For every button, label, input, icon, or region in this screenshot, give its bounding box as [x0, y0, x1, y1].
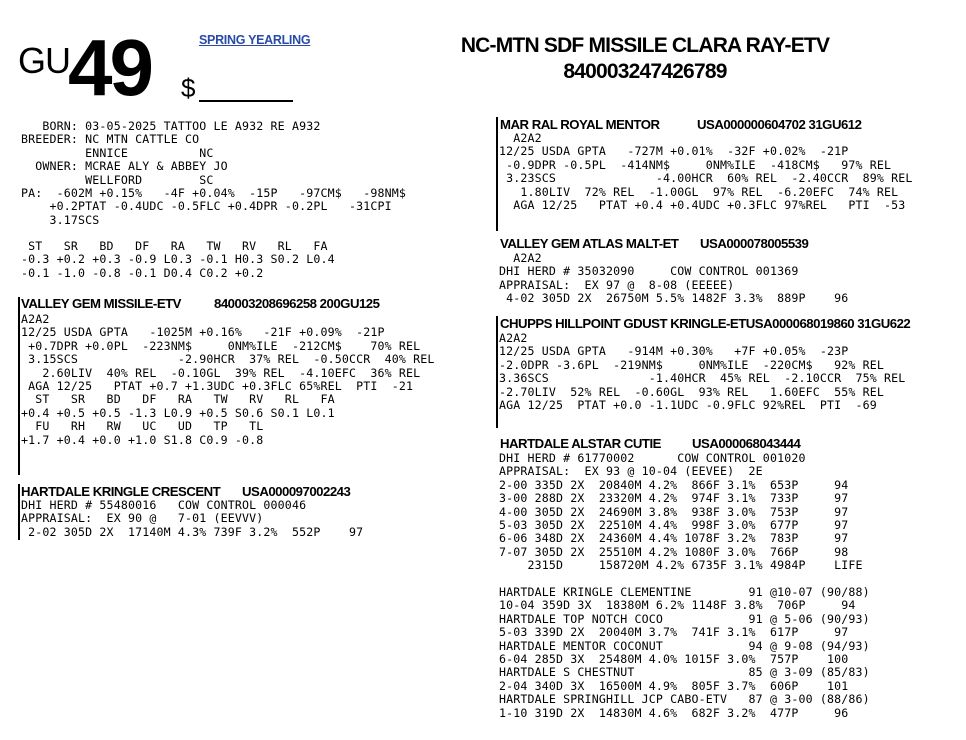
info-line: +0.2PTAT -0.4UDC -0.5FLC +0.4DPR -0.2PL -31CPI	[21, 199, 392, 214]
sire-dam-name: VALLEY GEM ATLAS MALT-ET	[500, 236, 679, 251]
sire-dam-line: APPRAISAL: EX 97 @ 8-08 (EEEEE)	[499, 277, 735, 292]
lot-prefix: GU	[18, 40, 70, 81]
animal-type-traits	[21, 240, 335, 280]
daughter-line: HARTDALE SPRINGHILL JCP CABO-ETV 87 @ 3-00 (88/86)	[499, 692, 870, 707]
daughter-line: HARTDALE TOP NOTCH COCO 91 @ 5-06 (90/93)	[499, 611, 870, 626]
animal-name: NC-MTN SDF MISSILE CLARA RAY-ETV	[460, 34, 830, 57]
sire-sire-line: A2A2	[499, 131, 542, 145]
daughter-line: 10-04 359D 3X 18380M 6.2% 1148F 3.8% 706P 94	[499, 598, 856, 613]
dam-id: USA000097002243	[242, 484, 351, 499]
dam-bracket	[18, 484, 20, 540]
daughter-line: 1-10 319D 2X 14830M 4.6% 682F 3.2% 477P 96	[499, 705, 849, 720]
sire-sire-bracket	[496, 117, 498, 231]
sire-dam-id: USA000078005539	[700, 236, 809, 251]
daughter-line: HARTDALE MENTOR COCONUT 94 @ 9-08 (94/93)	[499, 638, 870, 653]
sale-category: SPRING YEARLING	[199, 33, 311, 47]
dam-dam-line: 2-00 335D 2X 20840M 4.2% 866F 3.1% 653P 94	[499, 477, 849, 492]
info-line: PA: -602M +0.15% -4F +0.04% -15P -97CM$ -98NM$	[21, 186, 407, 201]
sire-line: A2A2	[21, 312, 50, 326]
dam-dam-line: 7-07 305D 2X 25510M 4.2% 1080F 3.0% 766P 98	[499, 544, 849, 559]
dollar-sign: $	[181, 73, 196, 103]
sire-line: 12/25 USDA GPTA -1025M +0.16% -21F +0.09% -21P	[21, 325, 385, 340]
sire-line: +1.7 +0.4 +0.0 +1.0 S1.8 C0.9 -0.8	[21, 432, 264, 447]
sire-name: VALLEY GEM MISSILE-ETV	[21, 296, 181, 311]
sire-block	[21, 313, 435, 447]
trait-line: -0.1 -1.0 -0.8 -0.1 D0.4 C0.2 +0.2	[21, 265, 264, 280]
sire-line: AGA 12/25 PTAT +0.7 +1.3UDC +0.3FLC 65%REL PTI -21	[21, 379, 414, 394]
sire-sire-line: AGA 12/25 PTAT +0.4 +0.4UDC +0.3FLC 97%REL PTI -53	[499, 198, 906, 213]
sire-bracket	[18, 297, 20, 475]
dam-sire-line: 12/25 USDA GPTA -914M +0.30% +7F +0.05% -23P	[499, 344, 849, 359]
info-line: BORN: 03-05-2025 TATTOO LE A932 RE A932	[21, 119, 321, 133]
trait-line: ST SR BD DF RA TW RV RL FA	[21, 239, 328, 253]
info-line: OWNER: MCRAE ALY & ABBEY JO	[21, 159, 228, 174]
sire-sire-line: -0.9DPR -0.5PL -414NM$ 0NM%ILE -418CM$ 97% REL	[499, 157, 892, 172]
dam-sire-block	[499, 332, 905, 412]
sire-dam-line: DHI HERD # 35032090 COW CONTROL 001369	[499, 264, 799, 279]
sire-line: FU RH RW UC UD TP TL	[21, 419, 264, 434]
sire-line: +0.7DPR +0.0PL -223NM$ 0NM%ILE -212CM$ 70% REL	[21, 338, 421, 353]
dam-line: DHI HERD # 55480016 COW CONTROL 000046	[21, 498, 307, 512]
daughter-line: HARTDALE S CHESTNUT 85 @ 3-09 (85/83)	[499, 665, 870, 680]
sire-sire-name: MAR RAL ROYAL MENTOR	[500, 117, 660, 132]
info-line: 3.17SCS	[21, 212, 100, 227]
daughter-line: 5-03 339D 2X 20040M 3.7% 741F 3.1% 617P 97	[499, 625, 849, 640]
dam-sire-line: -2.0DPR -3.6PL -219NM$ 0NM%ILE -220CM$ 92% REL	[499, 357, 885, 372]
dam-dam-line: 4-00 305D 2X 24690M 3.8% 938F 3.0% 753P 97	[499, 504, 849, 519]
sire-sire-line: 12/25 USDA GPTA -727M +0.01% -32F +0.02% -21P	[499, 144, 849, 159]
dam-sire-bracket	[496, 316, 498, 428]
sire-line: +0.4 +0.5 +0.5 -1.3 L0.9 +0.5 S0.6 S0.1 L0.1	[21, 405, 335, 420]
sire-sire-block	[499, 132, 913, 212]
dam-sire-line: -2.70LIV 52% REL -0.60GL 93% REL 1.60EFC 55% REL	[499, 384, 885, 399]
daughter-line: 6-04 285D 3X 25480M 4.0% 1015F 3.0% 757P 100	[499, 652, 849, 667]
info-line: WELLFORD SC	[21, 172, 214, 187]
dam-sire-name: CHUPPS HILLPOINT GDUST KRINGLE-ETUSA000068019860 31GU622	[500, 316, 911, 331]
dam-dam-name: HARTDALE ALSTAR CUTIE	[500, 436, 661, 451]
dam-sire-line: A2A2	[499, 331, 528, 345]
animal-registration: 840003247426789	[563, 60, 727, 83]
dam-dam-line: 6-06 348D 2X 24360M 4.4% 1078F 3.2% 783P 97	[499, 531, 849, 546]
sire-line: 3.15SCS -2.90HCR 37% REL -0.50CCR 40% REL	[21, 352, 435, 367]
dam-dam-line: DHI HERD # 61770002 COW CONTROL 001020	[499, 451, 806, 465]
dam-sire-line: 3.36SCS -1.40HCR 45% REL -2.10CCR 75% REL	[499, 371, 906, 386]
daughter-line: HARTDALE KRINGLE CLEMENTINE 91 @10-07 (90/88)	[499, 585, 870, 599]
dam-line: APPRAISAL: EX 90 @ 7-01 (EEVVV)	[21, 511, 264, 526]
dam-sire-line: AGA 12/25 PTAT +0.0 -1.1UDC -0.9FLC 92%REL PTI -69	[499, 398, 877, 413]
dam-dam-line: 5-03 305D 2X 22510M 4.4% 998F 3.0% 677P 97	[499, 518, 849, 533]
sire-line: 2.60LIV 40% REL -0.10GL 39% REL -4.10EFC 36% REL	[21, 365, 421, 380]
sire-line: ST SR BD DF RA TW RV RL FA	[21, 392, 335, 407]
dam-dam-line: APPRAISAL: EX 93 @ 10-04 (EEVEE) 2E	[499, 464, 763, 479]
animal-info-block	[21, 120, 406, 227]
price-blank-line	[199, 100, 293, 102]
sire-dam-line: A2A2	[499, 251, 542, 265]
daughter-line: 2-04 340D 3X 16500M 4.9% 805F 3.7% 606P 101	[499, 678, 849, 693]
info-line: ENNICE NC	[21, 145, 214, 160]
sire-sire-id: USA000000604702 31GU612	[697, 117, 862, 132]
dam-dam-line: 2315D 158720M 4.2% 6735F 3.1% 4984P LIFE	[499, 558, 863, 573]
lot-number: 49	[68, 23, 151, 112]
sire-dam-block	[499, 252, 848, 306]
trait-line: -0.3 +0.2 +0.3 -0.9 L0.3 -0.1 H0.3 S0.2 L0.4	[21, 252, 335, 267]
info-line: BREEDER: NC MTN CATTLE CO	[21, 132, 200, 147]
sire-id: 840003208696258 200GU125	[214, 296, 380, 311]
dam-dam-line: 3-00 288D 2X 23320M 4.2% 974F 3.1% 733P 97	[499, 491, 849, 506]
sire-sire-line: 1.80LIV 72% REL -1.00GL 97% REL -6.20EFC 74% REL	[499, 184, 899, 199]
daughters-block	[499, 586, 870, 720]
dam-block	[21, 499, 363, 539]
sire-dam-line: 4-02 305D 2X 26750M 5.5% 1482F 3.3% 889P 96	[499, 291, 849, 306]
dam-dam-id: USA000068043444	[692, 436, 801, 451]
dam-dam-block	[499, 452, 863, 573]
dam-name: HARTDALE KRINGLE CRESCENT	[21, 484, 221, 499]
dam-line: 2-02 305D 2X 17140M 4.3% 739F 3.2% 552P 97	[21, 524, 364, 539]
sire-sire-line: 3.23SCS -4.00HCR 60% REL -2.40CCR 89% REL	[499, 171, 913, 186]
